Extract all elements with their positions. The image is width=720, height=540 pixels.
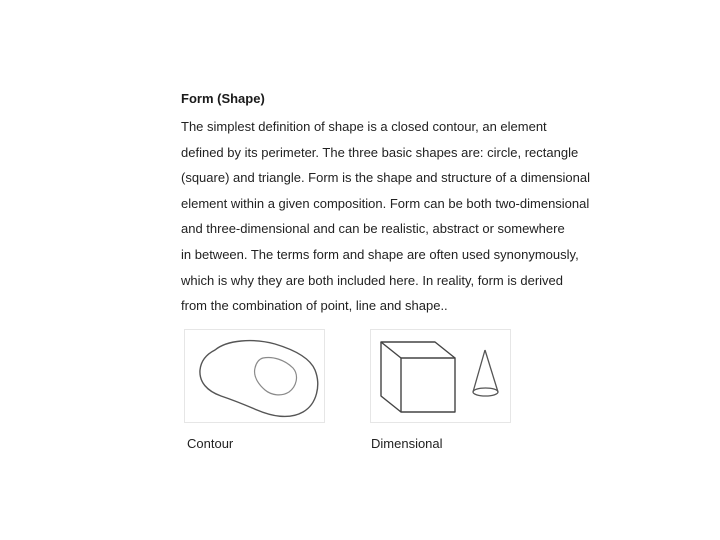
inner-contour-shape: [255, 357, 297, 394]
body-line: (square) and triangle. Form is the shape and structure of a dimensional: [181, 170, 590, 186]
body-line: which is why they are both included here. In reality, form is derived: [181, 272, 563, 288]
contour-figure: [184, 329, 325, 423]
body-line: in between. The terms form and shape are often used synonymously,: [181, 246, 579, 262]
body-line: The simplest definition of shape is a closed contour, an element: [181, 119, 547, 134]
body-line: element within a given composition. Form can be both two-dimensional: [181, 195, 590, 211]
contour-blob-icon: [185, 330, 324, 422]
body-text: [181, 114, 651, 319]
dimensional-caption: Dimensional: [371, 436, 443, 451]
dimensional-figure: [370, 329, 511, 423]
cone-shape: [473, 350, 498, 396]
outer-contour-shape: [200, 341, 318, 417]
cube-and-cone-icon: [371, 330, 510, 422]
contour-caption: Contour: [187, 436, 234, 451]
body-line: and three-dimensional and can be realistic, abstract or somewhere: [181, 221, 565, 237]
slide-title: Form (Shape): [181, 91, 265, 106]
body-line: from the combination of point, line and shape..: [181, 298, 448, 314]
body-line: defined by its perimeter. The three basic shapes are: circle, rectangle: [181, 144, 579, 160]
cube-shape: [381, 342, 455, 412]
